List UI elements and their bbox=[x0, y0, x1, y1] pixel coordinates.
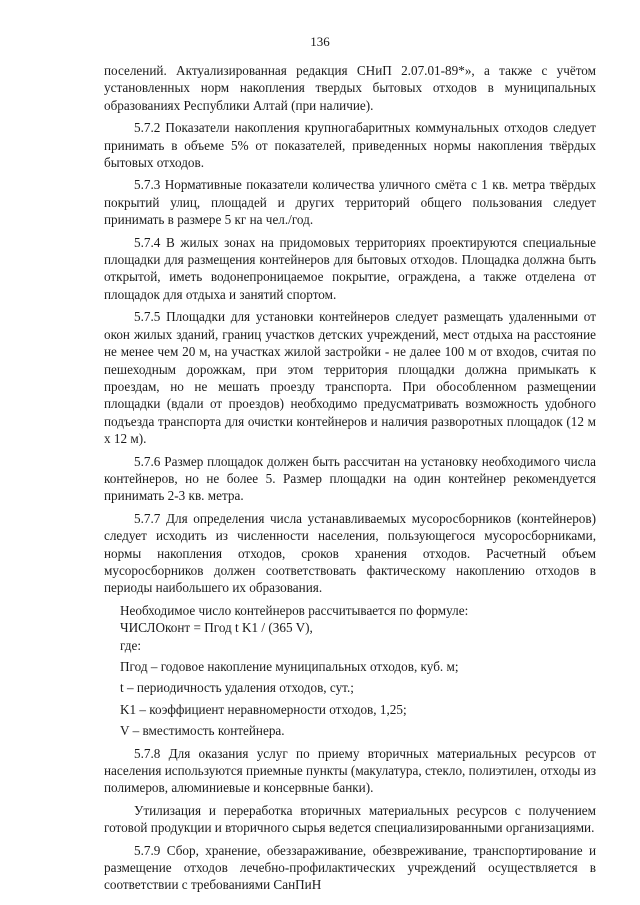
paragraph-5-7-4: 5.7.4 В жилых зонах на придомовых территориях проектируются специальные площадки для размещения контейнеров для бытовых отходов. Площадка должна быть открытой, иметь водонепроницаемое покрытие, ограждена, а также отделена от площадок для отдыха и занятий спортом. bbox=[104, 234, 596, 302]
paragraph-continuation: поселений. Актуализированная редакция СНиП 2.07.01-89*», а также с учётом установленных норм накопления твердых бытовых отходов в муниципальных образованиях Республики Алтай (при наличие). bbox=[104, 63, 596, 113]
paragraph-5-7-3: 5.7.3 Нормативные показатели количества уличного смёта с 1 кв. метра твёрдых покрытий улиц, площадей и других территорий общего пользования следует принимать в размере 5 кг на чел./год. bbox=[104, 177, 596, 228]
paragraph-5-7-2: 5.7.2 Показатели накопления крупногабаритных коммунальных отходов следует принимать в объеме 5% от показателей, приведенных нормы накопления твёрдых бытовых отходов. bbox=[104, 120, 596, 171]
formula-where: где: bbox=[120, 637, 141, 653]
paragraph-5-7-6: 5.7.6 Размер площадок должен быть рассчитан на установку необходимого числа контейнеров, но не более 5. Размер площадки на один контейнер рекомендуется принимать 2-3 кв. метра. bbox=[104, 453, 596, 504]
paragraph-5-7-9: 5.7.9 Сбор, хранение, обеззараживание, обезвреживание, транспортирование и размещение отходов лечебно-профилактических учреждений осуществляется в соответствии с требованиями СанПиН bbox=[104, 842, 596, 893]
definition-k1: K1 – коэффициент неравномерности отходов, 1,25; bbox=[120, 701, 407, 717]
formula: ЧИСЛОконт = Пгод t K1 / (365 V), bbox=[120, 620, 313, 636]
definition-v: V – вместимость контейнера. bbox=[120, 723, 285, 739]
definition-t: t – периодичность удаления отходов, сут.; bbox=[120, 680, 354, 696]
page-number: 136 bbox=[310, 34, 330, 49]
formula-intro: Необходимое число контейнеров рассчитывается по формуле: bbox=[120, 602, 469, 618]
definition-pgod: Пгод – годовое накопление муниципальных отходов, куб. м; bbox=[120, 659, 459, 674]
paragraph-5-7-5: 5.7.5 Площадки для установки контейнеров следует размещать удаленными от окон жилых зданий, границ участков детских учреждений, мест отдыха на расстояние не менее чем 20 м, на участках жилой застройки - не далее 100 м от входов, считая по пешеходным дорожкам, при этом территория площадки должна примыкать к проездам, но не мешать проезду транспорта. При обособленном размещении площадки (вдали от проездов) необходимо предусматривать возможность удобного подъезда транспорта для очистки контейнеров и наличия разворотных площадок (12 м х 12 м). bbox=[104, 309, 596, 447]
document-body bbox=[104, 62, 596, 899]
paragraph-5-7-7: 5.7.7 Для определения числа устанавливаемых мусоросборников (контейнеров) следует исходить из численности населения, пользующегося мусоросборниками, нормы накопления отходов, сроков хранения отходов. Расчетный объем мусоросборников должен соответствовать фактическому накоплению отходов в периоды наибольшего их образования. bbox=[104, 510, 596, 596]
paragraph-utilization: Утилизация и переработка вторичных материальных ресурсов с получением готовой продукции и вторичного сырья ведется специализированными организациями. bbox=[104, 802, 596, 836]
paragraph-5-7-8: 5.7.8 Для оказания услуг по приему вторичных материальных ресурсов от населения используются приемные пункты (макулатура, стекло, полиэтилен, отходы из полимеров, алюминиевые и консервные банки). bbox=[104, 745, 596, 796]
